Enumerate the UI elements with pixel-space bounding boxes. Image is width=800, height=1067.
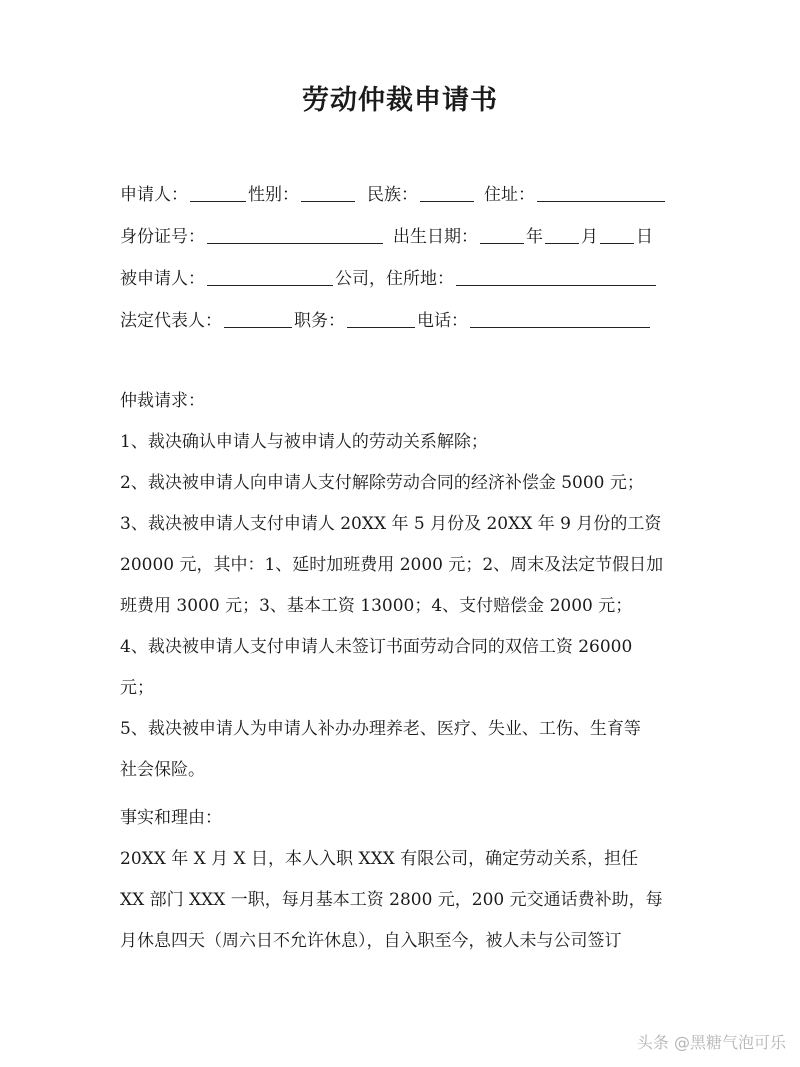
claim-line: 4、裁决被申请人支付申请人未签订书面劳动合同的双倍工资 26000 [120,637,633,657]
phone-label: 电话： [417,311,468,331]
company-address-blank[interactable] [456,267,656,286]
facts-section [120,798,680,962]
phone-blank[interactable] [470,309,650,328]
claim-line: 2、裁决被申请人向申请人支付解除劳动合同的经济补偿金 5000 元； [120,473,644,493]
claims-heading: 仲裁请求： [120,391,205,411]
respondent-row [120,264,680,289]
address-blank[interactable] [537,183,665,202]
position-label: 职务： [294,311,345,331]
ethnicity-label: 民族： [367,185,418,205]
gender-label: 性别： [248,185,299,205]
id-number-label: 身份证号： [120,227,205,247]
gender-blank[interactable] [301,183,355,202]
respondent-label: 被申请人： [120,269,205,289]
id-number-blank[interactable] [207,225,383,244]
fact-line: XX 部门 XXX 一职，每月基本工资 2800 元，200 元交通话费补助，每 [120,890,663,910]
year-label: 年 [526,227,543,247]
id-birth-row [120,222,680,247]
birth-date-label: 出生日期： [393,227,478,247]
day-label: 日 [636,227,653,247]
facts-heading: 事实和理由： [120,808,222,828]
claim-line: 20000 元，其中：1、延时加班费用 2000 元；2、周末及法定节假日加 [120,555,664,575]
company-address-label: 公司，住所地： [335,269,454,289]
claim-line: 社会保险。 [120,760,205,780]
claim-line: 3、裁决被申请人支付申请人 20XX 年 5 月份及 20XX 年 9 月份的工资 [120,514,662,534]
legal-rep-blank[interactable] [224,309,292,328]
legal-rep-label: 法定代表人： [120,311,222,331]
claim-line: 1、裁决确认申请人与被申请人的劳动关系解除； [120,432,488,452]
claim-line: 元； [120,678,154,698]
birth-month-blank[interactable] [545,225,579,244]
position-blank[interactable] [347,309,415,328]
claim-line: 班费用 3000 元；3、基本工资 13000；4、支付赔偿金 2000 元； [120,596,633,616]
address-label: 住址： [484,185,535,205]
respondent-blank[interactable] [207,267,333,286]
watermark: 头条 @黑糖气泡可乐 [636,1033,786,1052]
legal-rep-row [120,306,680,331]
birth-day-blank[interactable] [600,225,634,244]
birth-year-blank[interactable] [480,225,524,244]
fact-line: 月休息四天（周六日不允许休息），自入职至今，被人未与公司签订 [120,931,622,951]
claim-line: 5、裁决被申请人为申请人补办办理养老、医疗、失业、工伤、生育等 [120,719,641,739]
ethnicity-blank[interactable] [420,183,474,202]
month-label: 月 [581,227,598,247]
document-title: 劳动仲裁申请书 [302,85,498,116]
applicant-label: 申请人： [120,185,188,205]
claims-section [120,381,680,791]
applicant-blank[interactable] [190,183,246,202]
applicant-info-row [120,180,680,205]
fact-line: 20XX 年 X 月 X 日，本人入职 XXX 有限公司，确定劳动关系，担任 [120,849,639,869]
